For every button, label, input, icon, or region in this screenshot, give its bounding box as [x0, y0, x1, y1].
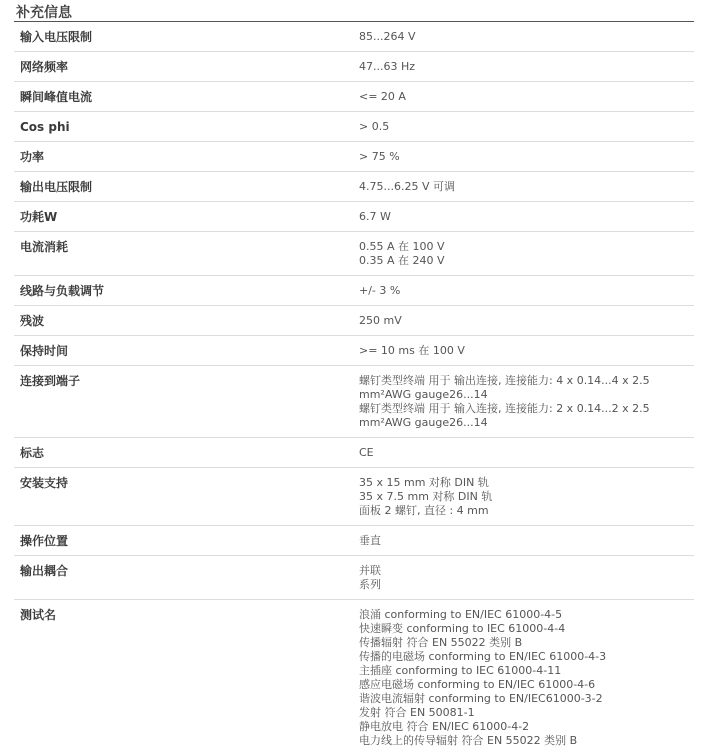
spec-value-line: 螺钉类型终端 用于 输入连接, 连接能力: 2 x 0.14...2 x 2.5 mm²AWG gauge26...14 [359, 402, 666, 430]
spec-value [359, 438, 694, 468]
table-row [14, 142, 694, 172]
table-row [14, 526, 694, 556]
spec-value [359, 52, 694, 82]
spec-table [14, 22, 694, 755]
spec-value [359, 202, 694, 232]
spec-label: 输入电压限制 [14, 22, 359, 52]
spec-value [359, 468, 694, 526]
spec-label: 保持时间 [14, 336, 359, 366]
spec-label: 操作位置 [14, 526, 359, 556]
table-row [14, 172, 694, 202]
spec-value-line: 35 x 7.5 mm 对称 DIN 轨 [359, 490, 666, 504]
spec-value-line: 6.7 W [359, 210, 666, 224]
spec-value-line: 0.55 A 在 100 V [359, 240, 666, 254]
spec-value-line: 浪涌 conforming to EN/IEC 61000-4-5 [359, 608, 666, 622]
table-row [14, 366, 694, 438]
table-row [14, 336, 694, 366]
spec-value-line: 发射 符合 EN 50081-1 [359, 706, 666, 720]
spec-label: 线路与负载调节 [14, 276, 359, 306]
spec-value-line: 47...63 Hz [359, 60, 666, 74]
spec-value-line: 并联 [359, 564, 666, 578]
spec-value-line: 系列 [359, 578, 666, 592]
spec-value-line: 传播的电磁场 conforming to EN/IEC 61000-4-3 [359, 650, 666, 664]
spec-label: 功耗W [14, 202, 359, 232]
spec-table-body [14, 22, 694, 755]
spec-value-line: 250 mV [359, 314, 666, 328]
spec-value-line: 垂直 [359, 534, 666, 548]
spec-value [359, 22, 694, 52]
spec-value [359, 82, 694, 112]
spec-value [359, 172, 694, 202]
spec-label: 功率 [14, 142, 359, 172]
spec-value [359, 526, 694, 556]
spec-panel [14, 0, 694, 755]
spec-value-line: > 75 % [359, 150, 666, 164]
spec-value-line: 感应电磁场 conforming to EN/IEC 61000-4-6 [359, 678, 666, 692]
spec-value-line: CE [359, 446, 666, 460]
spec-label: 残波 [14, 306, 359, 336]
table-row [14, 82, 694, 112]
spec-value [359, 142, 694, 172]
spec-value-line: 快速瞬变 conforming to IEC 61000-4-4 [359, 622, 666, 636]
spec-value-line: 主插座 conforming to IEC 61000-4-11 [359, 664, 666, 678]
spec-label: 安装支持 [14, 468, 359, 526]
table-row [14, 276, 694, 306]
spec-label: 网络频率 [14, 52, 359, 82]
spec-label: Cos phi [14, 112, 359, 142]
spec-value-line: 谐波电流辐射 conforming to EN/IEC61000-3-2 [359, 692, 666, 706]
spec-label: 输出电压限制 [14, 172, 359, 202]
table-row [14, 306, 694, 336]
spec-value [359, 336, 694, 366]
spec-value-line: 4.75...6.25 V 可调 [359, 180, 666, 194]
table-row [14, 556, 694, 600]
spec-value-line: 0.35 A 在 240 V [359, 254, 666, 268]
spec-value-line: 静电放电 符合 EN/IEC 61000-4-2 [359, 720, 666, 734]
table-row [14, 438, 694, 468]
spec-value [359, 366, 694, 438]
spec-value-line: 螺钉类型终端 用于 输出连接, 连接能力: 4 x 0.14...4 x 2.5 mm²AWG gauge26...14 [359, 374, 666, 402]
spec-label: 连接到端子 [14, 366, 359, 438]
spec-label: 输出耦合 [14, 556, 359, 600]
spec-value [359, 306, 694, 336]
spec-value [359, 112, 694, 142]
spec-value-line: >= 10 ms 在 100 V [359, 344, 666, 358]
table-row [14, 112, 694, 142]
table-row [14, 600, 694, 755]
spec-value [359, 276, 694, 306]
spec-label: 测试名 [14, 600, 359, 755]
spec-value [359, 556, 694, 600]
spec-label: 电流消耗 [14, 232, 359, 276]
table-row [14, 232, 694, 276]
spec-value-line: 85...264 V [359, 30, 666, 44]
table-row [14, 468, 694, 526]
section-title: 补充信息 [14, 0, 694, 22]
spec-value-line: 传播辐射 符合 EN 55022 类别 B [359, 636, 666, 650]
spec-value [359, 232, 694, 276]
spec-value-line: 面板 2 螺钉, 直径 : 4 mm [359, 504, 666, 518]
spec-value-line: 35 x 15 mm 对称 DIN 轨 [359, 476, 666, 490]
spec-value-line: 电力线上的传导辐射 符合 EN 55022 类别 B [359, 734, 666, 748]
table-row [14, 22, 694, 52]
spec-label: 标志 [14, 438, 359, 468]
spec-value-line: +/- 3 % [359, 284, 666, 298]
spec-label: 瞬间峰值电流 [14, 82, 359, 112]
table-row [14, 52, 694, 82]
spec-value-line: <= 20 A [359, 90, 666, 104]
table-row [14, 202, 694, 232]
spec-value [359, 600, 694, 755]
spec-value-line: > 0.5 [359, 120, 666, 134]
